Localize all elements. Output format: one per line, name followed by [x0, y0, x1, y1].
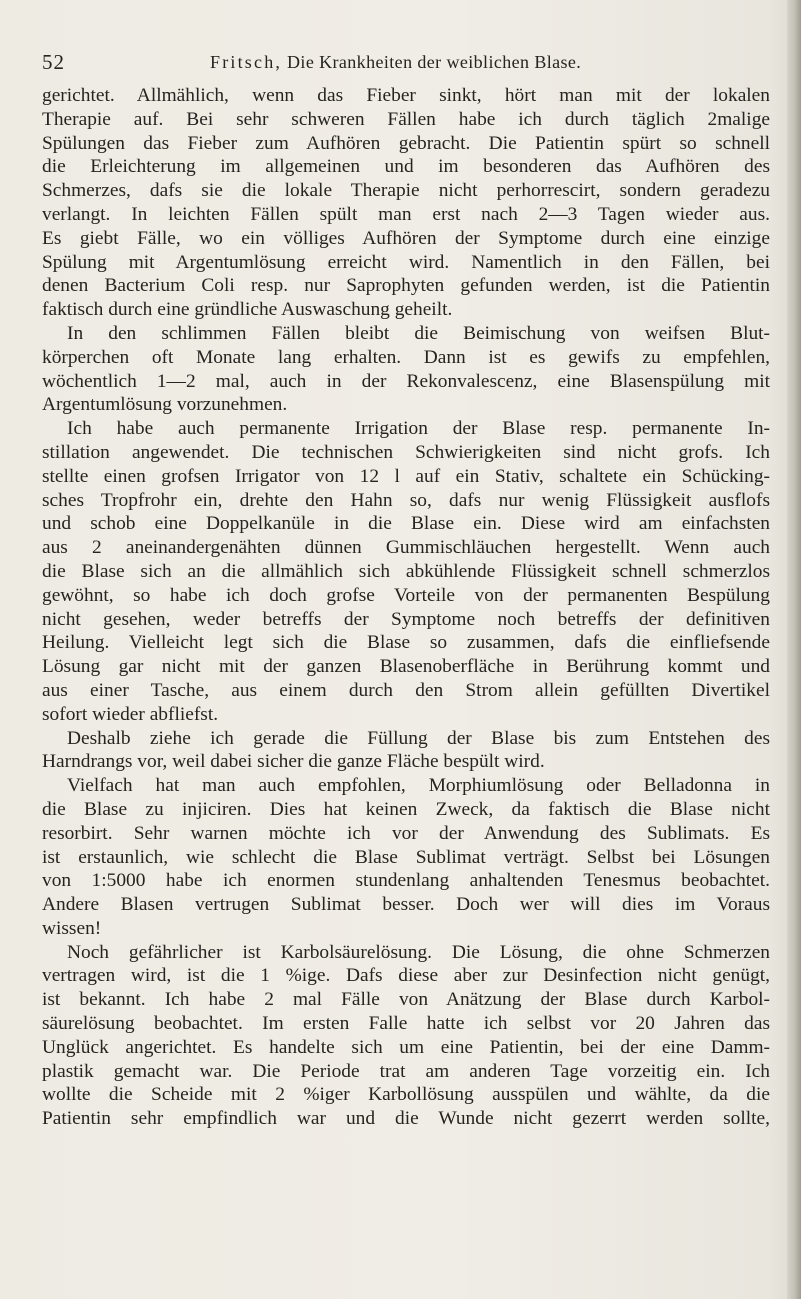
text-line: körperchen oft Monate lang erhalten. Dann ist es gewifs zu empfehlen, [42, 346, 770, 368]
running-head [210, 52, 581, 73]
text-line: Andere Blasen vertrugen Sublimat besser. Doch wer will dies im Voraus [42, 894, 770, 916]
text-line: wollte die Scheide mit 2 %iger Karbollösung ausspülen und wählte, da die [42, 1084, 770, 1106]
text-line: Ich habe auch permanente Irrigation der Blase resp. permanente In- [67, 418, 770, 440]
text-line: Es giebt Fälle, wo ein völliges Aufhören der Symptome durch eine einzige [42, 227, 770, 249]
text-line: Harndrangs vor, weil dabei sicher die ganze Fläche bespült wird. [42, 751, 545, 773]
text-line: stellte einen grofsen Irrigator von 12 l auf ein Stativ, schaltete ein Schücking- [42, 465, 770, 487]
text-line: Therapie auf. Bei sehr schweren Fällen habe ich durch täglich 2malige [42, 108, 770, 130]
running-head-title: Die Krankheiten der weiblichen Blase. [287, 52, 582, 72]
text-line: gewöhnt, so habe ich doch grofse Vorteile von der permanenten Bespülung [42, 584, 770, 606]
text-line: vertragen wird, ist die 1 %ige. Dafs diese aber zur Desinfection nicht genügt, [42, 965, 770, 987]
text-line: plastik gemacht war. Die Periode trat am anderen Tage vorzeitig ein. Ich [42, 1060, 770, 1082]
text-line: aus einer Tasche, aus einem durch den Strom allein gefüllten Divertikel [42, 679, 770, 701]
text-line: denen Bacterium Coli resp. nur Saprophyten gefunden werden, ist die Patientin [42, 275, 770, 297]
page-number: 52 [42, 50, 65, 74]
text-line: Unglück angerichtet. Es handelte sich um eine Patientin, bei der eine Damm- [42, 1036, 770, 1058]
text-line: von 1:5000 habe ich enormen stundenlang anhaltenden Tenesmus beobachtet. [42, 870, 770, 892]
text-line: In den schlimmen Fällen bleibt die Beimischung von weifsen Blut- [67, 322, 770, 344]
text-line: sches Tropfrohr ein, drehte den Hahn so, dafs nur wenig Flüssigkeit ausflofs [42, 489, 770, 511]
text-line: ist bekannt. Ich habe 2 mal Fälle von Anätzung der Blase durch Karbol- [42, 989, 770, 1011]
text-line: faktisch durch eine gründliche Auswaschung geheilt. [42, 299, 453, 321]
body-text [42, 84, 770, 1131]
text-line: nicht gesehen, weder betreffs der Symptome noch betreffs der definitiven [42, 608, 770, 630]
page-edge-shadow [787, 0, 801, 1299]
text-line: sofort wieder abfliefst. [42, 703, 219, 725]
text-line: die Erleichterung im allgemeinen und im besonderen das Aufhören des [42, 156, 770, 178]
running-head-author: Fritsch, [210, 52, 283, 72]
text-line: resorbirt. Sehr warnen möchte ich vor der Anwendung des Sublimats. Es [42, 822, 770, 844]
text-line: Argentumlösung vorzunehmen. [42, 394, 288, 416]
text-line: Patientin sehr empfindlich war und die Wunde nicht gezerrt werden sollte, [42, 1108, 770, 1130]
text-line: verlangt. In leichten Fällen spült man erst nach 2—3 Tagen wieder aus. [42, 203, 770, 225]
text-line: die Blase sich an die allmählich sich abkühlende Flüssigkeit schnell schmerzlos [42, 560, 770, 582]
text-line: wissen! [42, 917, 102, 939]
text-line: wöchentlich 1—2 mal, auch in der Rekonvalescenz, eine Blasenspülung mit [42, 370, 770, 392]
text-line: Spülungen das Fieber zum Aufhören gebracht. Die Patientin spürt so schnell [42, 132, 770, 154]
text-line: Spülung mit Argentumlösung erreicht wird. Namentlich in den Fällen, bei [42, 251, 770, 273]
text-line: Schmerzes, dafs sie die lokale Therapie nicht perhorrescirt, sondern geradezu [42, 180, 770, 202]
text-line: stillation angewendet. Die technischen Schwierigkeiten sind nicht grofs. Ich [42, 441, 770, 463]
text-line: Lösung gar nicht mit der ganzen Blasenoberfläche in Berührung kommt und [42, 656, 770, 678]
text-line: Noch gefährlicher ist Karbolsäurelösung. Die Lösung, die ohne Schmerzen [67, 941, 770, 963]
text-line: gerichtet. Allmählich, wenn das Fieber sinkt, hört man mit der lokalen [42, 85, 770, 106]
text-line: Deshalb ziehe ich gerade die Füllung der Blase bis zum Entstehen des [67, 727, 770, 749]
text-line: ist erstaunlich, wie schlecht die Blase Sublimat verträgt. Selbst bei Lösungen [42, 846, 770, 868]
text-line: die Blase zu injiciren. Dies hat keinen Zweck, da faktisch die Blase nicht [42, 798, 770, 820]
text-line: und schob eine Doppelkanüle in die Blase ein. Diese wird am einfachsten [42, 513, 770, 535]
text-line: Vielfach hat man auch empfohlen, Morphiumlösung oder Belladonna in [67, 775, 770, 797]
text-line: Heilung. Vielleicht legt sich die Blase so zusammen, dafs die einfliefsende [42, 632, 770, 654]
text-line: säurelösung beobachtet. Im ersten Falle hatte ich selbst vor 20 Jahren das [42, 1013, 770, 1035]
text-line: aus 2 aneinandergenähten dünnen Gummischläuchen hergestellt. Wenn auch [42, 537, 770, 559]
